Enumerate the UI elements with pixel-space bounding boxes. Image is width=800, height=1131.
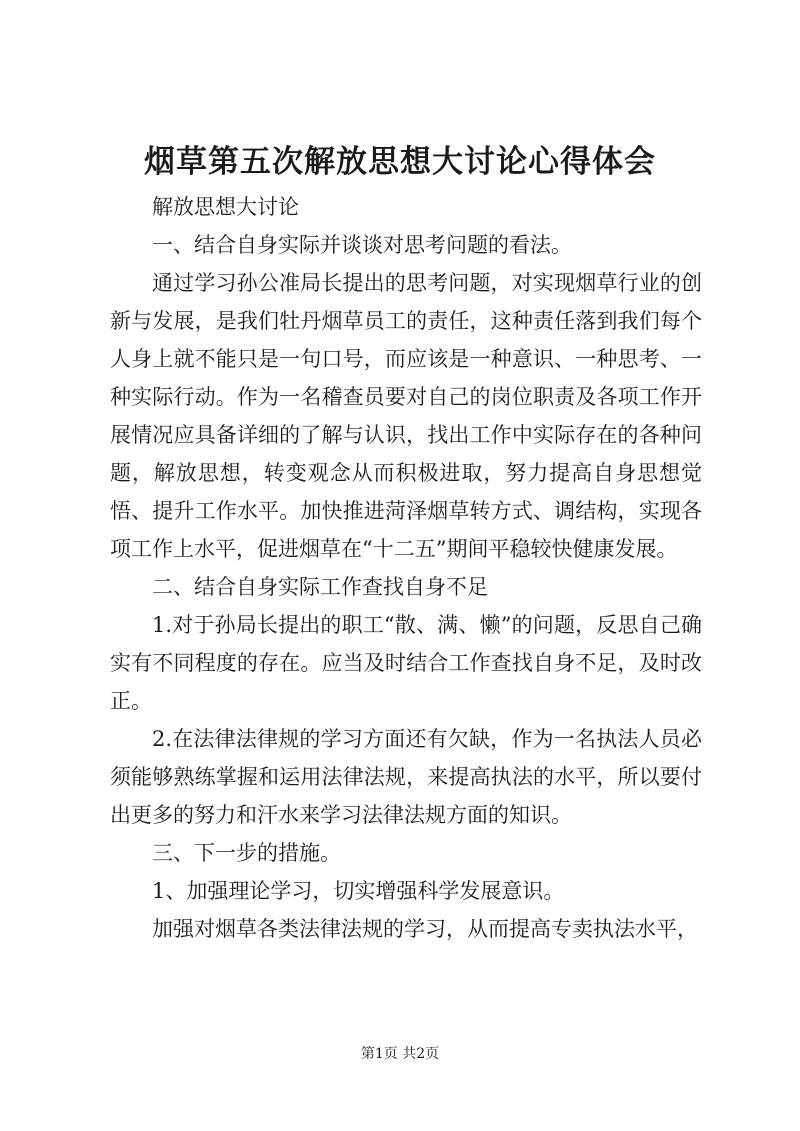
paragraph-item-2: 2.在法律法律规的学习方面还有欠缺，作为一名执法人员必须能够熟练掌握和运用法律法规，来提高执法的水平，所以要付出更多的努力和汗水来学习法律法规方面的知识。: [110, 727, 702, 827]
paragraph-measure-1: 1、加强理论学习，切实增强科学发展意识。: [152, 879, 565, 903]
document-body: [110, 188, 702, 948]
paragraph-body: 加强对烟草各类法律法规的学习，从而提高专卖执法水平，: [152, 917, 698, 941]
paragraph-heading-3: 三、下一步的措施。: [152, 841, 341, 865]
paragraph-heading-1: 一、结合自身实际并谈谈对思考问题的看法。: [152, 233, 572, 257]
paragraph-item-1: 1.对于孙局长提出的职工“散、满、懒”的问题，反思自己确实有不同程度的存在。应当及时结合工作查找自身不足，及时改正。: [110, 613, 702, 713]
document-title: 烟草第五次解放思想大讨论心得体会: [144, 144, 656, 180]
paragraph-body: 通过学习孙公准局长提出的思考问题，对实现烟草行业的创新与发展，是我们牡丹烟草员工的责任，这种责任落到我们每个人身上就不能只是一句口号，而应该是一种意识、一种思考、一种实际行动。作为一名稽查员要对自己的岗位职责及各项工作开展情况应具备详细的了解与认识，找出工作中实际存在的各种问题，解放思想，转变观念从而积极进取，努力提高自身思想觉悟、提升工作水平。加快推进菏泽烟草转方式、调结构，实现各项工作上水平，促进烟草在“十二五”期间平稳较快健康发展。: [110, 271, 702, 561]
paragraph-subtitle: 解放思想大讨论: [152, 195, 299, 219]
page-footer: 第1页 共2页: [360, 1046, 440, 1062]
paragraph-heading-2: 二、结合自身实际工作查找自身不足: [152, 575, 488, 599]
